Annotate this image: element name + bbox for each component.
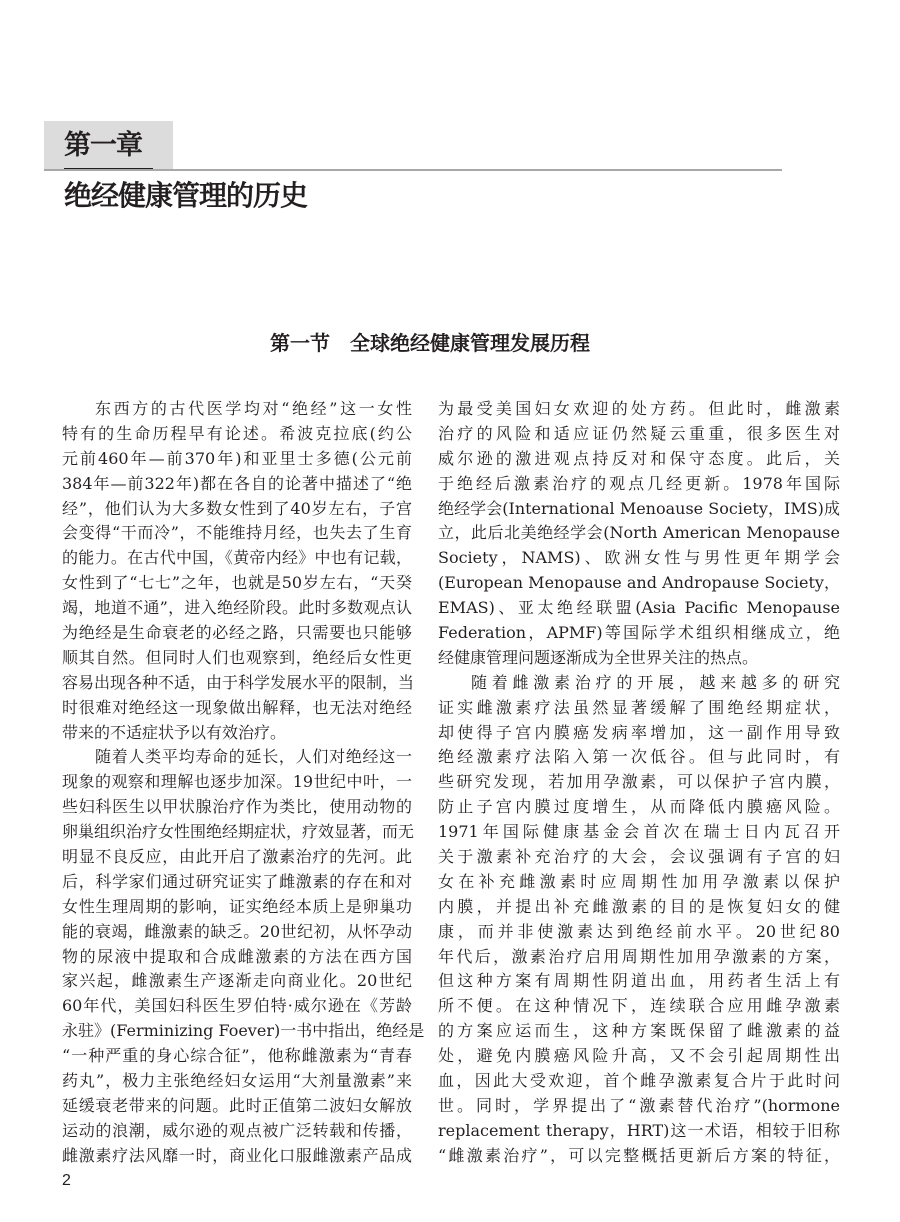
text-line: 年代后，激素治疗启用周期性加用孕激素的方案，: [438, 946, 840, 966]
text-line: 却使得子宫内膜癌发病率增加，这一副作用导致: [438, 722, 840, 742]
text-line: 绝经激素疗法陷入第一次低谷。但与此同时，有: [438, 747, 840, 767]
paragraph: [62, 745, 425, 1168]
text-line: 明显不良反应，由此开启了激素治疗的先河。此: [62, 847, 412, 867]
text-line: 但这种方案有周期性阴道出血，用药者生活上有: [438, 971, 840, 991]
text-line: 药丸”，极力主张绝经妇女运用“大剂量激素”来: [62, 1071, 412, 1091]
text-line: 随着雌激素治疗的开展，越来越多的研究: [471, 672, 840, 692]
text-line: 的能力。在古代中国，《黄帝内经》中也有记载，: [62, 548, 412, 568]
text-line: 些妇科医生以甲状腺治疗作为类比，使用动物的: [62, 797, 412, 817]
text-line: 康，而并非使激素达到绝经前水平。20世纪80: [438, 921, 840, 941]
text-line: 特有的生命历程早有论述。希波克拉底(约公: [62, 423, 412, 443]
text-line: 东西方的古代医学均对“绝经”这一女性: [95, 399, 412, 418]
text-line: 元前460年—前370年)和亚里士多德(公元前: [62, 448, 412, 468]
text-line: “一种严重的身心综合征”，他称雌激素为“青春: [62, 1046, 412, 1066]
text-line: 防止子宫内膜过度增生，从而降低内膜癌风险。: [438, 797, 840, 817]
text-column-right: [438, 397, 840, 1169]
text-line: 家兴起，雌激素生产逐渐走向商业化。20世纪: [62, 971, 412, 991]
text-line: (European Menopause and Andropause Society，: [438, 573, 840, 593]
text-line: 威尔逊的激进观点持反对和保守态度。此后，关: [438, 448, 840, 468]
text-line: 运动的浪潮，威尔逊的观点被广泛转载和传播，: [62, 1120, 412, 1140]
text-column-left: [62, 397, 425, 1169]
text-line: 绝经学会(International Menoause Society，IMS)成: [438, 498, 840, 518]
text-line: 时很难对绝经这一现象做出解释，也无法对绝经: [62, 697, 412, 717]
text-line: 经”，他们认为大多数女性到了40岁左右，子宫: [62, 498, 412, 518]
text-line: 永驻》(Ferminizing Foever)一书中指出，绝经是: [62, 1021, 425, 1041]
text-line: 女性生理周期的影响，证实绝经本质上是卵巢功: [62, 896, 412, 916]
text-line: replacement therapy，HRT)这一术语，相较于旧称: [438, 1120, 840, 1140]
text-line: 60年代，美国妇科医生罗伯特·威尔逊在《芳龄: [62, 996, 412, 1016]
text-line: 立，此后北美绝经学会(North American Menopause: [438, 523, 840, 543]
text-line: 能的衰竭，雌激素的缺乏。20世纪初，从怀孕动: [62, 921, 412, 941]
text-line: 证实雌激素疗法虽然显著缓解了围绝经期症状，: [438, 697, 840, 717]
text-line: Society，NAMS)、欧洲女性与男性更年期学会: [438, 548, 840, 568]
text-line: 于绝经后激素治疗的观点几经更新。1978年国际: [438, 473, 840, 493]
section-title: 第一节 全球绝经健康管理发展历程: [270, 331, 590, 355]
text-line: 些研究发现，若加用孕激素，可以保护子宫内膜，: [438, 772, 840, 792]
text-line: 随着人类平均寿命的延长，人们对绝经这一: [95, 747, 412, 767]
text-line: 容易出现各种不适，由于科学发展水平的限制，当: [62, 672, 415, 692]
chapter-title: 绝经健康管理的历史: [64, 179, 308, 212]
paragraph: [438, 671, 840, 1169]
text-line: 雌激素疗法风靡一时，商业化口服雌激素产品成: [62, 1145, 412, 1165]
text-line: “雌激素治疗”，可以完整概括更新后方案的特征，: [438, 1145, 840, 1165]
text-line: 的方案应运而生，这种方案既保留了雌激素的益: [438, 1021, 840, 1041]
paragraph: [438, 397, 840, 671]
text-line: 世。同时，学界提出了“激素替代治疗”(hormone: [438, 1095, 840, 1115]
chapter-label: 第一章: [64, 130, 142, 161]
text-line: 内膜，并提出补充雌激素的目的是恢复妇女的健: [438, 896, 840, 916]
text-line: 竭，地道不通”，进入绝经阶段。此时多数观点认: [62, 598, 412, 618]
text-line: 现象的观察和理解也逐步加深。19世纪中叶，一: [62, 772, 412, 792]
text-line: 为绝经是生命衰老的必经之路，只需要也只能够: [62, 623, 412, 643]
chapter-divider: [44, 169, 782, 171]
page-number: 2: [62, 1172, 71, 1189]
text-line: 384年—前322年)都在各自的论著中描述了“绝: [62, 473, 412, 493]
text-line: 后，科学家们通过研究证实了雌激素的存在和对: [62, 871, 412, 891]
text-line: 女性到了“七七”之年，也就是50岁左右，“天癸: [62, 573, 412, 593]
text-line: 所不便。在这种情况下，连续联合应用雌孕激素: [438, 996, 840, 1016]
text-line: 血，因此大受欢迎，首个雌孕激素复合片于此时问: [438, 1071, 840, 1091]
text-line: EMAS)、亚太绝经联盟(Asia Pacific Menopause: [438, 598, 840, 618]
text-line: 带来的不适症状予以有效治疗。: [62, 722, 287, 742]
text-line: 治疗的风险和适应证仍然疑云重重，很多医生对: [438, 423, 840, 443]
text-line: 会变得“干而冷”，不能维持月经，也失去了生育: [62, 523, 412, 543]
text-line: 处，避免内膜癌风险升高，又不会引起周期性出: [438, 1046, 840, 1066]
text-line: 延缓衰老带来的问题。此时正值第二波妇女解放: [62, 1095, 412, 1115]
text-line: 顺其自然。但同时人们也观察到，绝经后女性更: [62, 647, 412, 667]
text-line: 为最受美国妇女欢迎的处方药。但此时，雌激素: [438, 399, 840, 418]
paragraph: [62, 397, 415, 745]
text-line: 女在补充雌激素时应周期性加用孕激素以保护: [438, 871, 840, 891]
text-line: 关于激素补充治疗的大会，会议强调有子宫的妇: [438, 847, 840, 867]
text-line: 物的尿液中提取和合成雌激素的方法在西方国: [62, 946, 412, 966]
text-line: 经健康管理问题逐渐成为全世界关注的热点。: [438, 647, 759, 667]
text-line: Federation，APMF)等国际学术组织相继成立，绝: [438, 623, 840, 643]
text-line: 1971年国际健康基金会首次在瑞士日内瓦召开: [438, 822, 840, 842]
text-line: 卵巢组织治疗女性围绝经期症状，疗效显著，而无: [62, 822, 415, 842]
